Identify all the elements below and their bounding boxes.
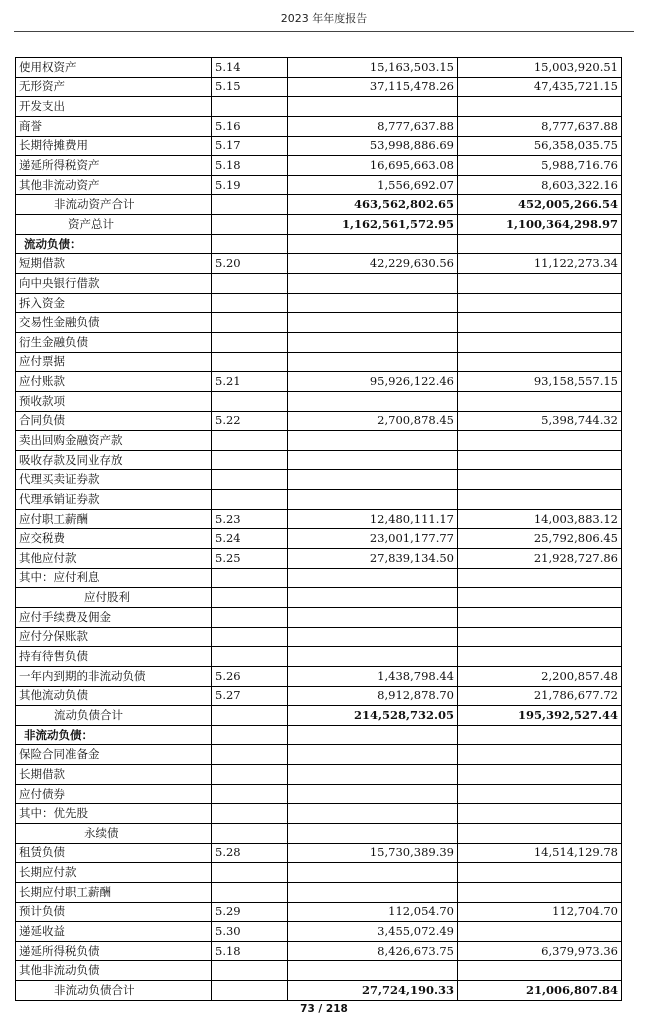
row-note: [212, 352, 288, 372]
table-row: [16, 627, 622, 647]
row-label: 一年内到期的非流动负债: [16, 666, 212, 686]
row-current-value: 8,426,673.75: [288, 941, 458, 961]
row-prior-value: [458, 431, 622, 451]
row-note: 5.17: [212, 136, 288, 156]
table-row: [16, 961, 622, 981]
row-prior-value: 21,928,727.86: [458, 549, 622, 569]
row-current-value: [288, 234, 458, 254]
table-row: [16, 725, 622, 745]
row-prior-value: [458, 274, 622, 294]
row-current-value: [288, 274, 458, 294]
row-prior-value: [458, 607, 622, 627]
row-current-value: [288, 450, 458, 470]
row-label: 商誉: [16, 116, 212, 136]
table-row: [16, 450, 622, 470]
table-row: [16, 431, 622, 451]
table-row: [16, 745, 622, 765]
row-prior-value: [458, 391, 622, 411]
row-prior-value: 14,003,883.12: [458, 509, 622, 529]
row-current-value: [288, 627, 458, 647]
row-note: 5.26: [212, 666, 288, 686]
table-row: [16, 588, 622, 608]
row-prior-value: 11,122,273.34: [458, 254, 622, 274]
row-note: [212, 313, 288, 333]
row-note: 5.25: [212, 549, 288, 569]
table-row: [16, 981, 622, 1001]
row-prior-value: 5,988,716.76: [458, 156, 622, 176]
table-row: [16, 411, 622, 431]
row-current-value: [288, 391, 458, 411]
row-current-value: 2,700,878.45: [288, 411, 458, 431]
row-prior-value: [458, 588, 622, 608]
row-current-value: [288, 647, 458, 667]
page-header: 2023 年年度报告: [280, 12, 368, 25]
table-row: [16, 509, 622, 529]
row-prior-value: 112,704.70: [458, 902, 622, 922]
row-label: 流动负债合计: [16, 706, 212, 726]
row-prior-value: 2,200,857.48: [458, 666, 622, 686]
table-row: [16, 549, 622, 569]
row-current-value: 12,480,111.17: [288, 509, 458, 529]
row-prior-value: [458, 450, 622, 470]
row-label: 拆入资金: [16, 293, 212, 313]
row-note: [212, 882, 288, 902]
table-row: [16, 116, 622, 136]
row-note: 5.27: [212, 686, 288, 706]
row-note: 5.14: [212, 58, 288, 78]
table-row: [16, 666, 622, 686]
table-row: [16, 706, 622, 726]
row-note: [212, 588, 288, 608]
row-label: 递延所得税资产: [16, 156, 212, 176]
row-label: 开发支出: [16, 97, 212, 117]
row-label: 合同负债: [16, 411, 212, 431]
table-row: [16, 529, 622, 549]
row-current-value: [288, 313, 458, 333]
row-note: [212, 431, 288, 451]
row-note: [212, 195, 288, 215]
table-row: [16, 765, 622, 785]
table-row: [16, 195, 622, 215]
row-current-value: 15,163,503.15: [288, 58, 458, 78]
row-current-value: 53,998,886.69: [288, 136, 458, 156]
row-label: 代理承销证券款: [16, 490, 212, 510]
balance-sheet-body: [16, 58, 622, 1001]
row-note: 5.28: [212, 843, 288, 863]
row-current-value: 1,438,798.44: [288, 666, 458, 686]
table-row: [16, 922, 622, 942]
row-current-value: 3,455,072.49: [288, 922, 458, 942]
row-current-value: 15,730,389.39: [288, 843, 458, 863]
row-label: 其他流动负债: [16, 686, 212, 706]
row-note: [212, 234, 288, 254]
row-label: 租赁负债: [16, 843, 212, 863]
row-note: 5.16: [212, 116, 288, 136]
row-label: 卖出回购金融资产款: [16, 431, 212, 451]
row-current-value: [288, 765, 458, 785]
row-label: 预收款项: [16, 391, 212, 411]
row-label: 应付账款: [16, 372, 212, 392]
row-note: [212, 981, 288, 1001]
row-current-value: 1,162,561,572.95: [288, 215, 458, 235]
row-current-value: [288, 470, 458, 490]
row-label: 应付债券: [16, 784, 212, 804]
row-current-value: [288, 332, 458, 352]
row-current-value: [288, 293, 458, 313]
row-prior-value: [458, 784, 622, 804]
table-row: [16, 843, 622, 863]
table-row: [16, 823, 622, 843]
row-note: 5.30: [212, 922, 288, 942]
row-label: 非流动资产合计: [16, 195, 212, 215]
row-note: [212, 863, 288, 883]
row-label: 长期应付职工薪酬: [16, 882, 212, 902]
row-current-value: 8,777,637.88: [288, 116, 458, 136]
header-rule: [14, 31, 634, 32]
row-prior-value: 47,435,721.15: [458, 77, 622, 97]
row-prior-value: 93,158,557.15: [458, 372, 622, 392]
row-prior-value: [458, 627, 622, 647]
row-note: [212, 745, 288, 765]
row-prior-value: 1,100,364,298.97: [458, 215, 622, 235]
row-current-value: 112,054.70: [288, 902, 458, 922]
row-prior-value: 25,792,806.45: [458, 529, 622, 549]
row-prior-value: [458, 490, 622, 510]
row-label: 长期待摊费用: [16, 136, 212, 156]
table-row: [16, 332, 622, 352]
row-prior-value: 15,003,920.51: [458, 58, 622, 78]
table-row: [16, 274, 622, 294]
row-note: [212, 607, 288, 627]
row-prior-value: [458, 765, 622, 785]
table-row: [16, 686, 622, 706]
row-note: [212, 215, 288, 235]
row-prior-value: 8,603,322.16: [458, 175, 622, 195]
row-prior-value: 21,006,807.84: [458, 981, 622, 1001]
row-note: [212, 784, 288, 804]
row-prior-value: [458, 97, 622, 117]
row-prior-value: 14,514,129.78: [458, 843, 622, 863]
row-note: [212, 568, 288, 588]
table-row: [16, 215, 622, 235]
table-row: [16, 175, 622, 195]
table-row: [16, 804, 622, 824]
row-note: [212, 391, 288, 411]
row-note: [212, 97, 288, 117]
row-current-value: 27,839,134.50: [288, 549, 458, 569]
row-prior-value: [458, 745, 622, 765]
row-note: [212, 804, 288, 824]
table-row: [16, 941, 622, 961]
table-row: [16, 470, 622, 490]
row-note: 5.15: [212, 77, 288, 97]
row-label: 非流动负债：: [16, 725, 212, 745]
row-note: 5.22: [212, 411, 288, 431]
row-label: 使用权资产: [16, 58, 212, 78]
row-label: 其中：优先股: [16, 804, 212, 824]
table-row: [16, 863, 622, 883]
row-label: 其他非流动资产: [16, 175, 212, 195]
row-note: [212, 490, 288, 510]
row-note: 5.18: [212, 156, 288, 176]
table-row: [16, 352, 622, 372]
row-label: 长期借款: [16, 765, 212, 785]
row-note: [212, 332, 288, 352]
row-current-value: [288, 490, 458, 510]
table-row: [16, 97, 622, 117]
row-label: 持有待售负债: [16, 647, 212, 667]
row-note: [212, 647, 288, 667]
row-note: 5.21: [212, 372, 288, 392]
row-current-value: [288, 607, 458, 627]
row-current-value: 214,528,732.05: [288, 706, 458, 726]
row-note: [212, 765, 288, 785]
row-current-value: 1,556,692.07: [288, 175, 458, 195]
balance-sheet-table: [15, 57, 622, 1001]
row-current-value: 463,562,802.65: [288, 195, 458, 215]
row-prior-value: 195,392,527.44: [458, 706, 622, 726]
row-label: 应付分保账款: [16, 627, 212, 647]
row-current-value: 23,001,177.77: [288, 529, 458, 549]
row-label: 应付手续费及佣金: [16, 607, 212, 627]
table-row: [16, 136, 622, 156]
row-prior-value: [458, 470, 622, 490]
row-label: 无形资产: [16, 77, 212, 97]
row-label: 其他非流动负债: [16, 961, 212, 981]
table-row: [16, 784, 622, 804]
row-current-value: 16,695,663.08: [288, 156, 458, 176]
row-note: [212, 961, 288, 981]
table-row: [16, 902, 622, 922]
table-row: [16, 391, 622, 411]
row-label: 应交税费: [16, 529, 212, 549]
row-note: [212, 823, 288, 843]
row-note: 5.20: [212, 254, 288, 274]
row-label: 资产总计: [16, 215, 212, 235]
row-current-value: 27,724,190.33: [288, 981, 458, 1001]
row-label: 保险合同准备金: [16, 745, 212, 765]
row-label: 向中央银行借款: [16, 274, 212, 294]
row-note: [212, 274, 288, 294]
row-label: 应付股利: [16, 588, 212, 608]
table-row: [16, 58, 622, 78]
row-prior-value: 21,786,677.72: [458, 686, 622, 706]
table-row: [16, 313, 622, 333]
row-prior-value: [458, 863, 622, 883]
table-row: [16, 607, 622, 627]
row-note: [212, 293, 288, 313]
table-row: [16, 568, 622, 588]
row-label: 永续债: [16, 823, 212, 843]
row-prior-value: [458, 882, 622, 902]
row-prior-value: [458, 234, 622, 254]
row-label: 应付职工薪酬: [16, 509, 212, 529]
row-label: 衍生金融负债: [16, 332, 212, 352]
row-current-value: [288, 568, 458, 588]
row-prior-value: [458, 922, 622, 942]
row-current-value: [288, 97, 458, 117]
row-prior-value: 8,777,637.88: [458, 116, 622, 136]
row-current-value: [288, 804, 458, 824]
row-current-value: 37,115,478.26: [288, 77, 458, 97]
row-note: [212, 450, 288, 470]
row-label: 应付票据: [16, 352, 212, 372]
row-label: 长期应付款: [16, 863, 212, 883]
row-current-value: [288, 863, 458, 883]
table-row: [16, 372, 622, 392]
row-prior-value: 6,379,973.36: [458, 941, 622, 961]
row-note: [212, 706, 288, 726]
table-row: [16, 77, 622, 97]
row-prior-value: 56,358,035.75: [458, 136, 622, 156]
row-prior-value: [458, 804, 622, 824]
row-current-value: [288, 431, 458, 451]
row-current-value: [288, 823, 458, 843]
row-current-value: [288, 725, 458, 745]
row-current-value: [288, 961, 458, 981]
row-prior-value: [458, 352, 622, 372]
row-note: 5.24: [212, 529, 288, 549]
table-row: [16, 882, 622, 902]
table-row: [16, 647, 622, 667]
row-label: 其他应付款: [16, 549, 212, 569]
row-label: 递延收益: [16, 922, 212, 942]
row-label: 短期借款: [16, 254, 212, 274]
row-current-value: [288, 745, 458, 765]
row-prior-value: [458, 568, 622, 588]
row-label: 交易性金融负债: [16, 313, 212, 333]
row-label: 吸收存款及同业存放: [16, 450, 212, 470]
row-prior-value: [458, 647, 622, 667]
row-label: 其中：应付利息: [16, 568, 212, 588]
row-prior-value: [458, 725, 622, 745]
row-prior-value: 5,398,744.32: [458, 411, 622, 431]
row-label: 递延所得税负债: [16, 941, 212, 961]
row-note: 5.19: [212, 175, 288, 195]
row-note: 5.23: [212, 509, 288, 529]
table-row: [16, 234, 622, 254]
row-prior-value: [458, 293, 622, 313]
row-current-value: 42,229,630.56: [288, 254, 458, 274]
row-prior-value: 452,005,266.54: [458, 195, 622, 215]
table-row: [16, 490, 622, 510]
row-label: 非流动负债合计: [16, 981, 212, 1001]
row-current-value: [288, 784, 458, 804]
row-label: 代理买卖证券款: [16, 470, 212, 490]
row-note: 5.18: [212, 941, 288, 961]
row-current-value: [288, 352, 458, 372]
row-note: 5.29: [212, 902, 288, 922]
row-prior-value: [458, 823, 622, 843]
row-prior-value: [458, 313, 622, 333]
row-current-value: 95,926,122.46: [288, 372, 458, 392]
row-note: [212, 627, 288, 647]
table-row: [16, 293, 622, 313]
row-current-value: [288, 882, 458, 902]
table-row: [16, 156, 622, 176]
row-note: [212, 470, 288, 490]
row-prior-value: [458, 961, 622, 981]
row-prior-value: [458, 332, 622, 352]
row-current-value: 8,912,878.70: [288, 686, 458, 706]
row-note: [212, 725, 288, 745]
table-row: [16, 254, 622, 274]
page-number: 73 / 218: [300, 1003, 348, 1015]
row-label: 预计负债: [16, 902, 212, 922]
row-label: 流动负债：: [16, 234, 212, 254]
row-current-value: [288, 588, 458, 608]
